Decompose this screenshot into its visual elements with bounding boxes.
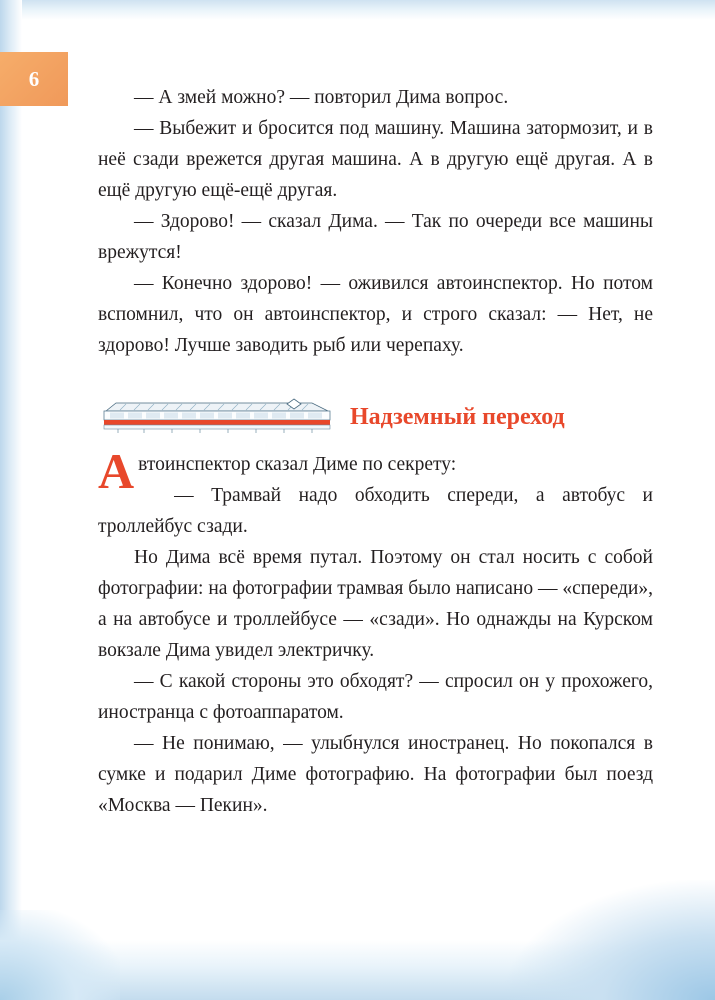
story-opening-paragraph [98, 443, 653, 499]
section-title: Надземный переход [350, 404, 565, 430]
page-corner-bottom-right [505, 880, 715, 1000]
page-corner-bottom-left [0, 910, 120, 1000]
train-illustration [98, 391, 336, 437]
paragraph-4: — Конечно здорово! — оживился автоинспектор. Но потом вспомнил, что он автоинспектор, и строго сказал: — Нет, не здорово! Лучше заводить рыб или черепаху. [98, 273, 653, 356]
paragraph-3: — Здорово! — сказал Дима. — Так по очереди все машины врежутся! [98, 211, 653, 263]
paragraph-2: — Выбежит и бросится под машину. Машина затормозит, и в неё сзади врежется другая машина. А в другую ещё другая. А в ещё другую ещё-ещё другая. [98, 118, 653, 201]
paragraph-1: — А змей можно? — повторил Дима вопрос. [134, 87, 509, 108]
story-paragraph-3: Но Дима всё время путал. Поэтому он стал носить с собой фотографии: на фотографии трамвая было написано — «спереди», а на автобусе и троллейбусе — «сзади». Но однажды на Курском вокзале Дима увидел электричку. [98, 547, 653, 661]
page-edge-top [0, 0, 715, 20]
story-paragraph-1: втоинспектор сказал Диме по секрету: [138, 454, 457, 475]
story-paragraph-5: — Не понимаю, — улыбнулся иностранец. Но покопался в сумке и подарил Диме фотографию. На фотографии был поезд «Москва — Пекин». [98, 733, 653, 816]
drop-cap: А [98, 443, 135, 499]
section-heading [98, 391, 653, 437]
page-edge-left [0, 0, 22, 1000]
story-paragraph-2: — Трамвай надо обходить спереди, а автобус и троллейбус сзади. [98, 485, 653, 537]
story-paragraph-4: — С какой стороны это обходят? — спросил он у прохожего, иностранца с фотоаппаратом. [98, 671, 653, 723]
page-number: 6 [28, 66, 40, 91]
page-number-tab [0, 52, 68, 106]
text-column [98, 82, 653, 821]
